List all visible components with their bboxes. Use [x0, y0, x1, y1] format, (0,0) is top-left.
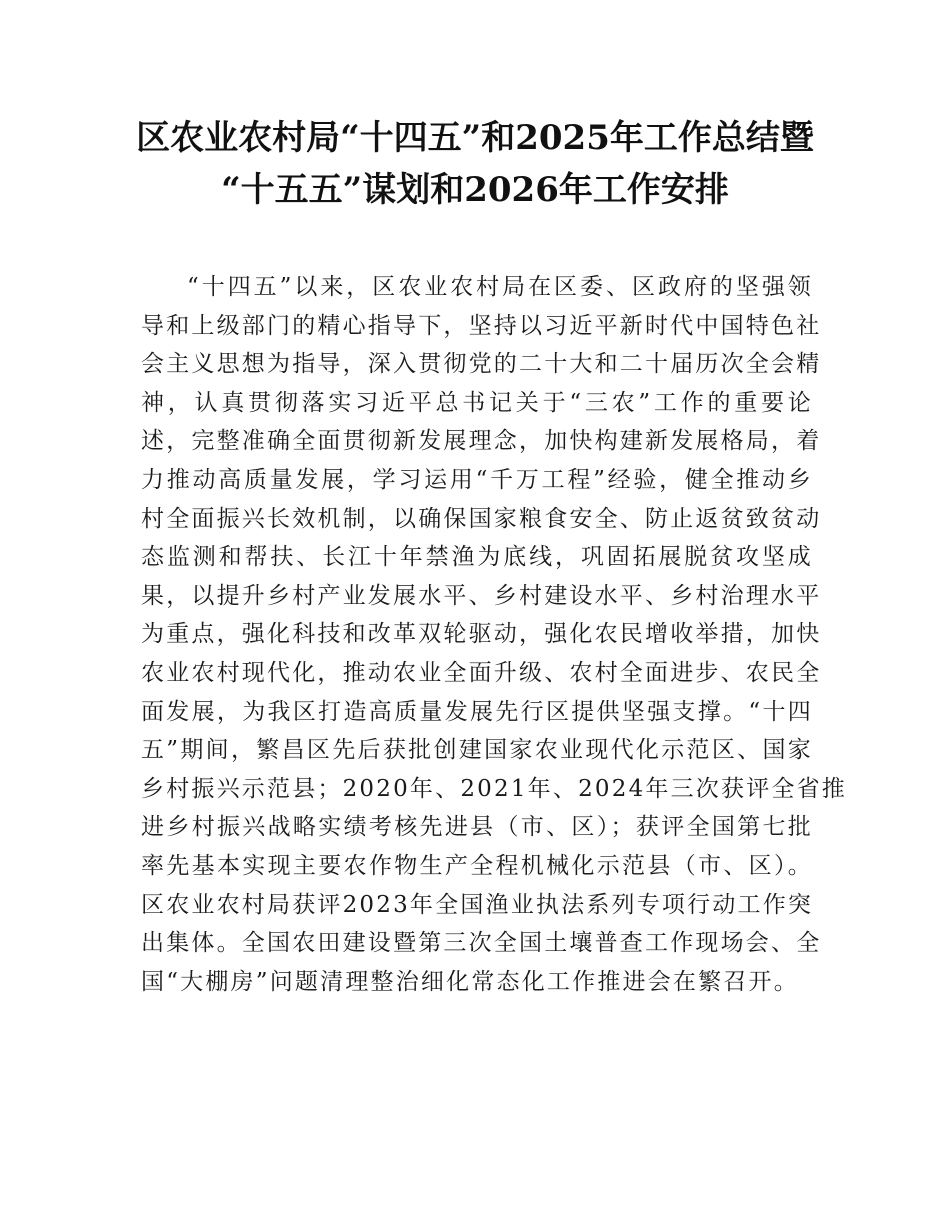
paragraph-line: “十四五”以来，区农业农村局在区委、区政府的坚强领 — [187, 274, 813, 300]
paragraph-line: 态监测和帮扶、长江十年禁渔为底线，巩固拓展脱贫攻坚成 — [141, 544, 813, 571]
title-line-2: “十五五”谋划和2026年工作安排 — [221, 170, 729, 210]
paragraph-line: 五”期间，繁昌区先后获批创建国家农业现代化示范区、国家 — [141, 737, 813, 764]
document-title — [100, 112, 850, 216]
paragraph-line: 区农业农村局获评2023年全国渔业执法系列专项行动工作突 — [141, 891, 814, 918]
paragraph-line: 农业农村现代化，推动农业全面升级、农村全面进步、农民全 — [141, 659, 822, 686]
paragraph-line: 力推动高质量发展，学习运用“千万工程”经验，健全推动乡 — [141, 466, 813, 493]
title-line-1: 区农业农村局“十四五”和2025年工作总结暨 — [136, 118, 814, 158]
paragraph-line: 率先基本实现主要农作物生产全程机械化示范县（市、区）。 — [141, 852, 813, 879]
paragraph-line: 面发展，为我区打造高质量发展先行区提供坚强支撑。“十四 — [141, 698, 813, 725]
paragraph-line: 会主义思想为指导，深入贯彻党的二十大和二十届历次全会精 — [141, 351, 822, 378]
paragraph-line: 出集体。全国农田建设暨第三次全国土壤普查工作现场会、全 — [141, 930, 822, 957]
paragraph-line: 国“大棚房”问题清理整治细化常态化工作推进会在繁召开。 — [141, 968, 799, 995]
paragraph-line: 导和上级部门的精心指导下，坚持以习近平新时代中国特色社 — [141, 312, 822, 339]
paragraph-line: 进乡村振兴战略实绩考核先进县（市、区）；获评全国第七批 — [141, 814, 813, 841]
paragraph-line: 村全面振兴长效机制，以确保国家粮食安全、防止返贫致贫动 — [141, 505, 822, 532]
paragraph-line: 神，认真贯彻落实习近平总书记关于“三农”工作的重要论 — [141, 389, 813, 416]
paragraph-line: 果，以提升乡村产业发展水平、乡村建设水平、乡村治理水平 — [141, 582, 822, 609]
paragraph-line: 述，完整准确全面贯彻新发展理念，加快构建新发展格局，着 — [141, 428, 822, 455]
body-paragraph — [141, 268, 847, 1001]
paragraph-line: 为重点，强化科技和改革双轮驱动，强化农民增收举措，加快 — [141, 621, 822, 648]
paragraph-line: 乡村振兴示范县；2020年、2021年、2024年三次获评全省推 — [141, 775, 847, 802]
